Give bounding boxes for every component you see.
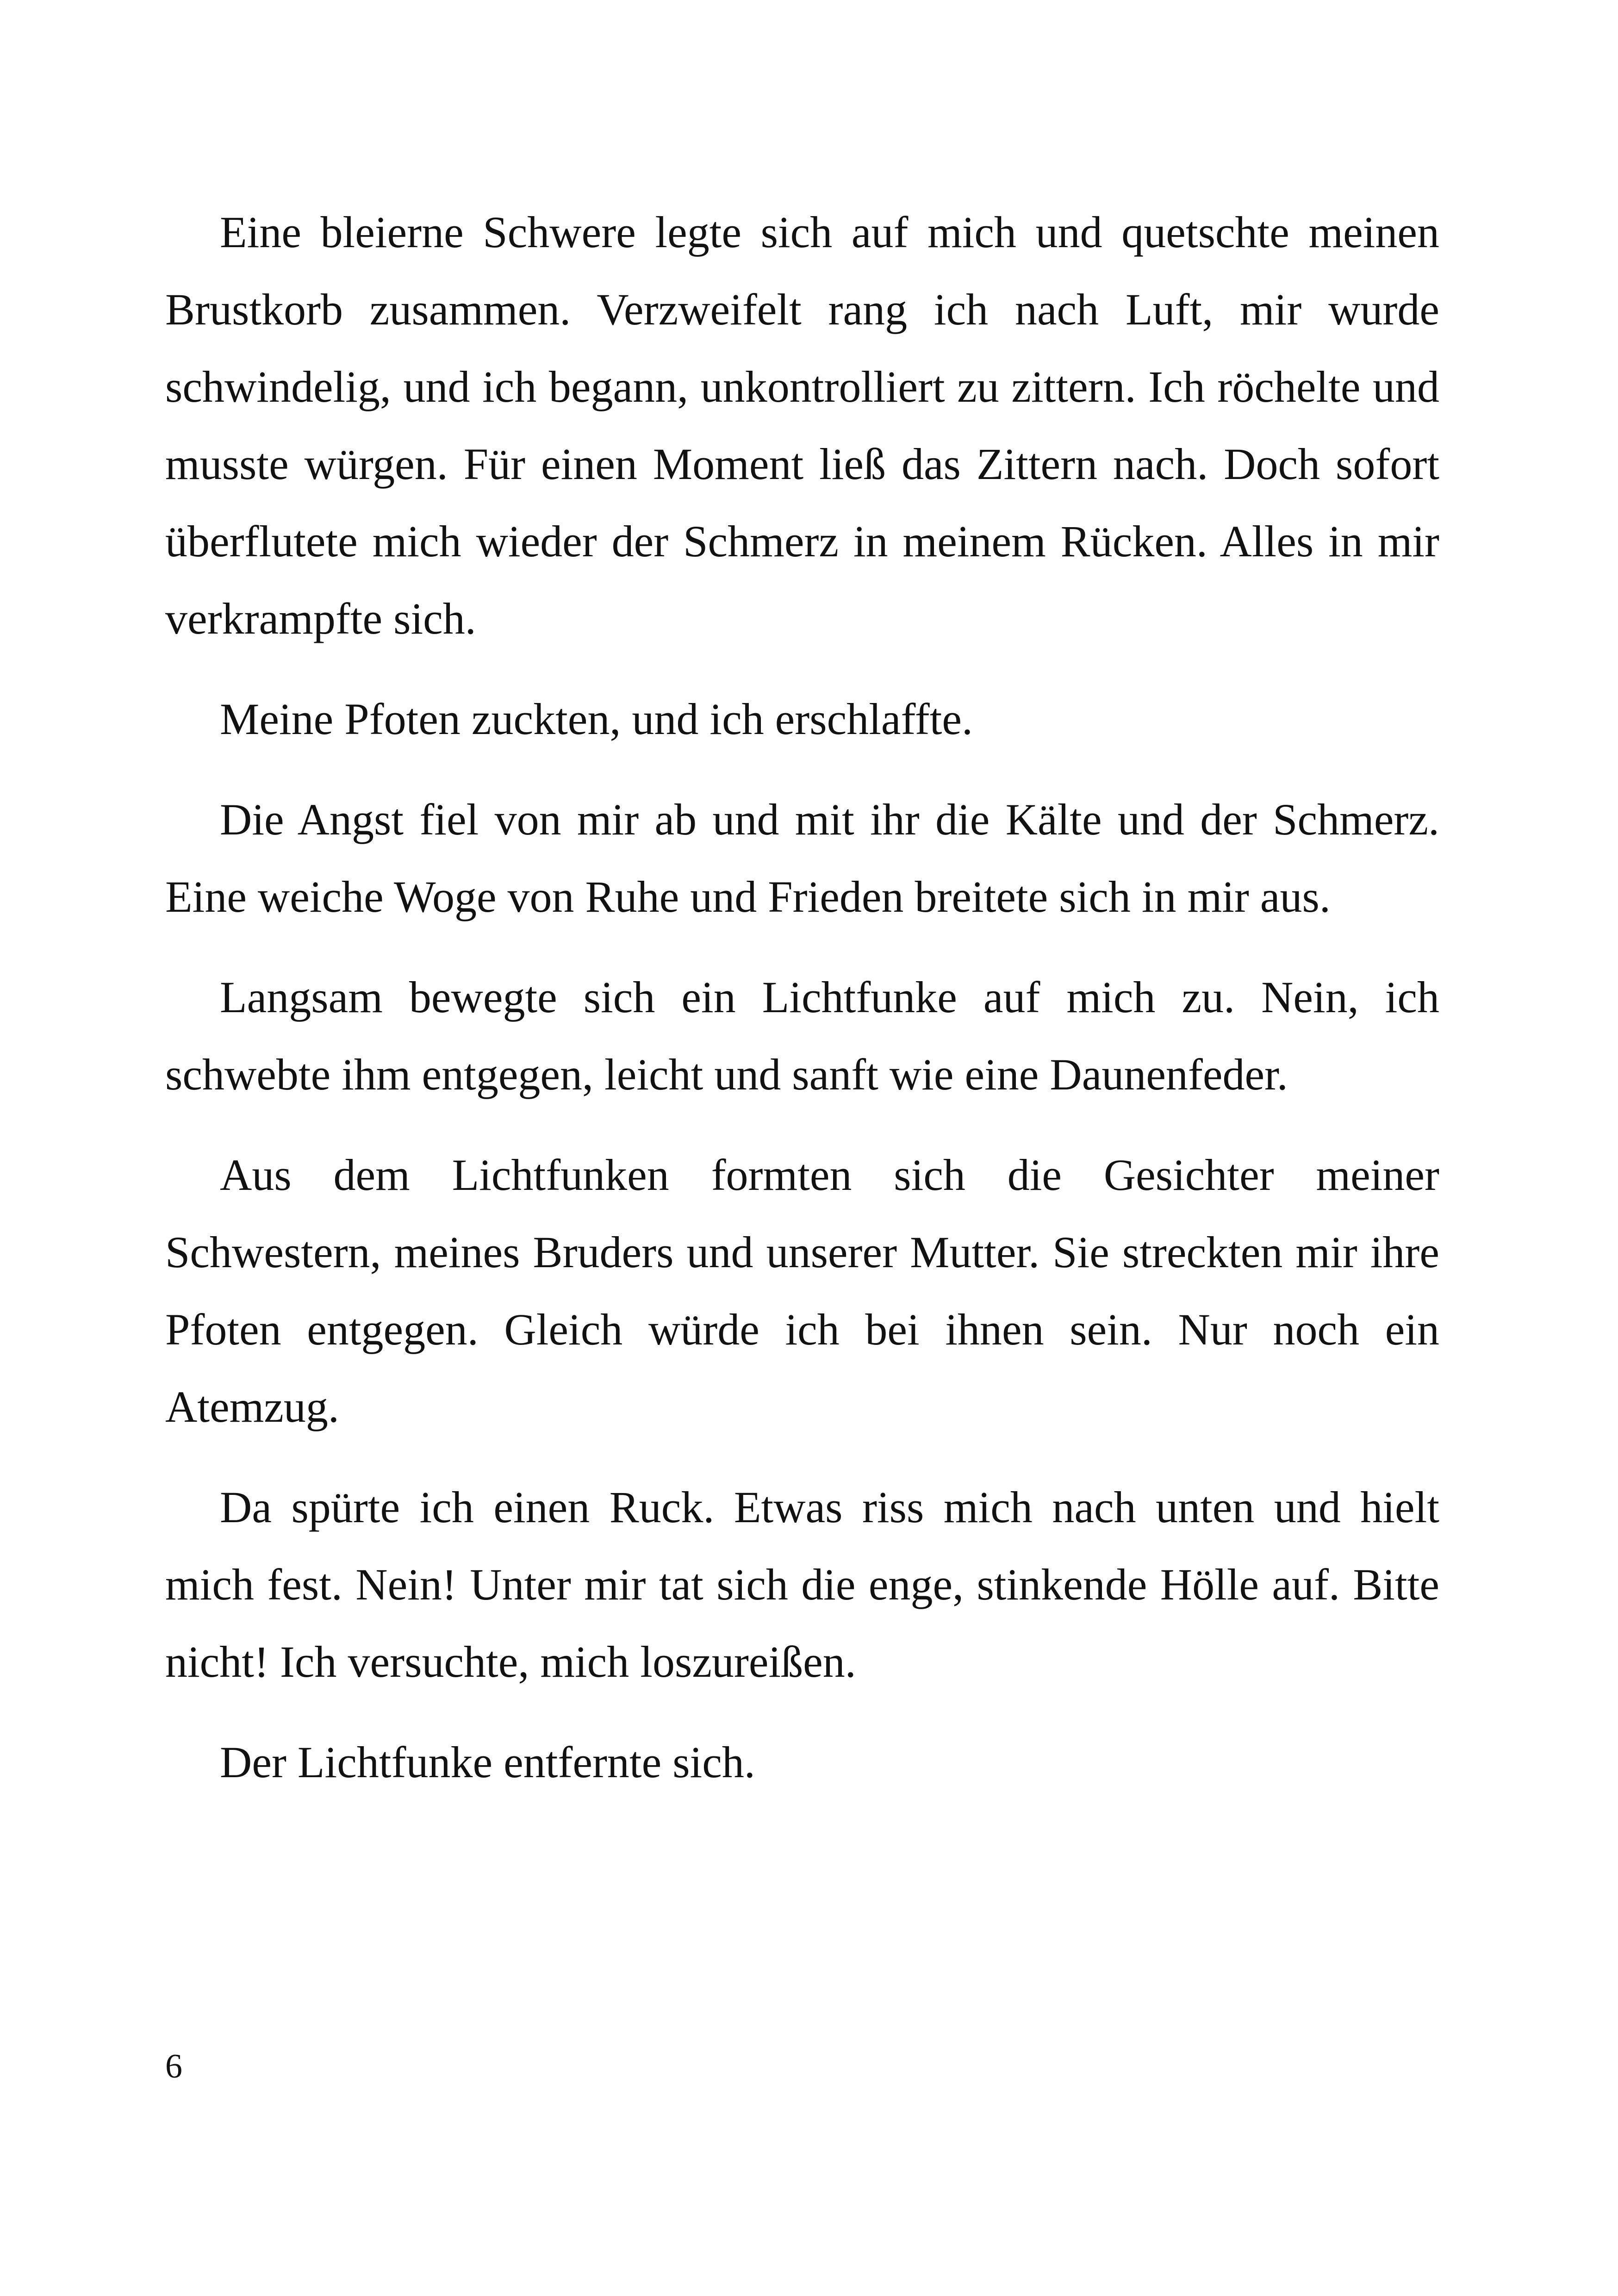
paragraph-7: Der Lichtfunke entfernte sich. (220, 1737, 755, 1787)
paragraph-1: Eine bleierne Schwere legte sich auf mich und quetschte meinen Brustkorb zusammen. Verzweifelt rang ich nach Luft, mir wurde schwindelig, und ich begann, unkontrolliert zu zittern. Ich röchelte und musste würgen. Für einen Moment ließ das Zittern nach. Doch sofort überflutete mich wieder der Schmerz in meinem Rücken. Alles in mir verkrampfte sich. (165, 207, 1439, 643)
paragraph-2: Meine Pfoten zuckten, und ich erschlaffte. (220, 694, 973, 744)
paragraph-6: Da spürte ich einen Ruck. Etwas riss mich nach unten und hielt mich fest. Nein! Unter mir tat sich die enge, stinkende Hölle auf. Bitte nicht! Ich versuchte, mich loszureißen. (165, 1482, 1439, 1686)
paragraph-5: Aus dem Lichtfunken formten sich die Gesichter meiner Schwestern, meines Bruders und unserer Mutter. Sie streckten mir ihre Pfoten entgegen. Gleich würde ich bei ihnen sein. Nur noch ein Atemzug. (165, 1150, 1439, 1431)
paragraph-4: Langsam bewegte sich ein Lichtfunke auf mich zu. Nein, ich schwebte ihm entgegen, leicht und sanft wie eine Daunenfeder. (165, 972, 1439, 1099)
paragraph-3: Die Angst fiel von mir ab und mit ihr die Kälte und der Schmerz. Eine weiche Woge von Ruhe und Frieden breitete sich in mir aus. (165, 795, 1439, 921)
body-text (165, 193, 1439, 1801)
page-number: 6 (165, 2047, 182, 2085)
